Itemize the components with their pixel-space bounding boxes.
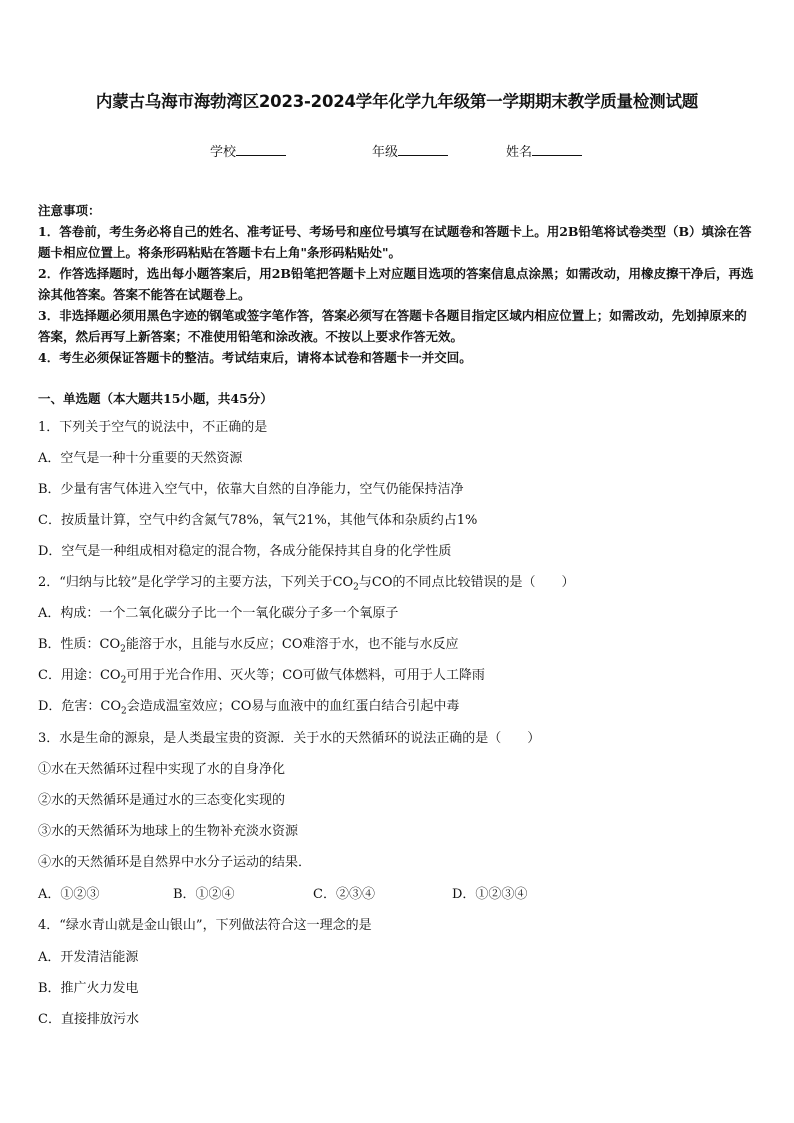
question-2-option-c: C．用途：$CO_2$可用于光合作用、灭火等；CO可做气体燃料，可用于人工降雨 xyxy=(38,668,485,686)
notes-heading: 注意事项： xyxy=(38,203,101,218)
question-3-statement-3: ③水的天然循环为地球上的生物补充淡水资源 xyxy=(38,824,299,839)
question-1-stem: 1．下列关于空气的说法中，不正确的是 xyxy=(38,420,268,435)
question-3-statement-1: ①水在天然循环过程中实现了水的自身净化 xyxy=(38,762,286,777)
grade-field: 年级 xyxy=(372,141,448,160)
question-2-stem: 2．“归纳与比较”是化学学习的主要方法，下列关于$CO_2$与CO的不同点比较错误的是（ ） xyxy=(38,575,575,593)
question-4-option-c: C．直接排放污水 xyxy=(38,1012,139,1027)
question-3-option-d: D．①②③④ xyxy=(452,887,528,902)
question-4-option-b: B．推广火力发电 xyxy=(38,981,139,996)
question-2-option-b: B．性质：$CO_2$能溶于水，且能与水反应；CO难溶于水，也不能与水反应 xyxy=(38,637,459,655)
question-3-option-b: B．①②④ xyxy=(173,887,235,902)
name-field: 姓名 xyxy=(506,141,582,160)
question-2-option-d: D．危害：$CO_2$会造成温室效应；CO易与血液中的血红蛋白结合引起中毒 xyxy=(38,699,460,717)
name-blank xyxy=(532,143,582,156)
question-1-option-d: D．空气是一种组成相对稳定的混合物，各成分能保持其自身的化学性质 xyxy=(38,544,452,559)
question-3-statement-4: ④水的天然循环是自然界中水分子运动的结果． xyxy=(38,855,312,870)
note-item: 4．考生必须保证答题卡的整洁。考试结束后，请将本试卷和答题卡一并交回。 xyxy=(38,350,472,365)
section-heading: 一、单选题（本大题共15小题，共45分） xyxy=(38,391,273,406)
question-3-stem: 3．水是生命的源泉，是人类最宝贵的资源．关于水的天然循环的说法正确的是（ ） xyxy=(38,731,541,746)
note-item: 1．答卷前，考生务必将自己的姓名、准考证号、考场号和座位号填写在试题卷和答题卡上。用2B铅笔将试卷类型（B）填涂在答题卡相应位置上。将条形码粘贴在答题卡右上角"条形码粘贴处"。 xyxy=(38,224,752,260)
question-2-option-a: A．构成：一个二氧化碳分子比一个一氧化碳分子多一个氧原子 xyxy=(38,606,399,621)
question-3-option-c: C．②③④ xyxy=(313,887,375,902)
note-item: 2．作答选择题时，选出每小题答案后，用2B铅笔把答题卡上对应题目选项的答案信息点涂黑；如需改动，用橡皮擦干净后，再选涂其他答案。答案不能答在试题卷上。 xyxy=(38,266,754,302)
note-item: 3．非选择题必须用黑色字迹的钢笔或签字笔作答，答案必须写在答题卡各题目指定区域内相应位置上；如需改动，先划掉原来的答案，然后再写上新答案；不准使用铅笔和涂改液。不按以上要求作答无效。 xyxy=(38,308,747,344)
question-1-option-b: B．少量有害气体进入空气中，依靠大自然的自净能力，空气仍能保持洁净 xyxy=(38,482,464,497)
notes-block xyxy=(38,200,758,368)
question-4-stem: 4．“绿水青山就是金山银山”，下列做法符合这一理念的是 xyxy=(38,918,372,933)
question-3-statement-2: ②水的天然循环是通过水的三态变化实现的 xyxy=(38,793,286,808)
school-blank xyxy=(236,143,286,156)
grade-blank xyxy=(398,143,448,156)
question-1-option-a: A．空气是一种十分重要的天然资源 xyxy=(38,451,243,466)
question-1-option-c: C．按质量计算，空气中约含氮气78%，氧气21%，其他气体和杂质约占1% xyxy=(38,513,478,528)
question-4-option-a: A．开发清洁能源 xyxy=(38,950,139,965)
page-title: 内蒙古乌海市海勃湾区2023-2024学年化学九年级第一学期期末教学质量检测试题 xyxy=(95,92,699,111)
school-field: 学校 xyxy=(210,141,286,160)
question-3-option-a: A．①②③ xyxy=(38,887,100,902)
